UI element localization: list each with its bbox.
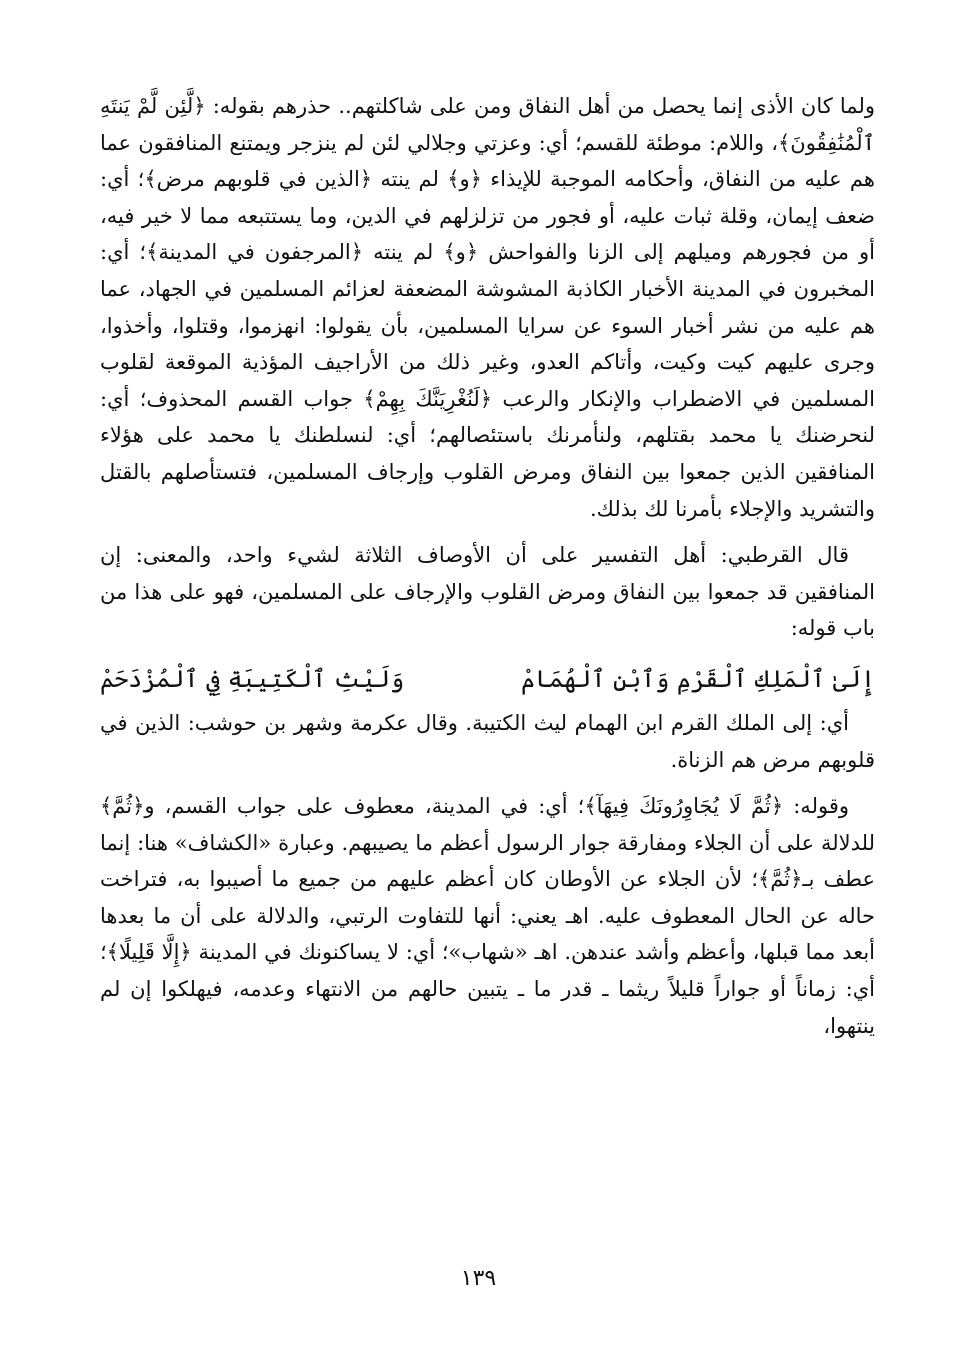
paragraph-1: ولما كان الأذى إنما يحصل من أهل النفاق ومن على شاكلتهم.. حذرهم بقوله: ﴿لَّئِن لَّمْ يَنتَهِ ٱلْمُنَٰفِقُونَ﴾، واللام: موطئة للقسم؛ أي: وعزتي وجلالي لئن لم ينزجر ويمتنع المنافقون عما هم عليه من النفاق، وأحكامه الموجبة للإيذاء ﴿و﴾ لم ينته ﴿الذين في قلوبهم مرض﴾؛ أي: ضعف إيمان، وقلة ثبات عليه، أو فجور من تزلزلهم في الدين، وما يستتبعه مما لا خير فيه، أو من فجورهم وميلهم إلى الزنا والفواحش ﴿و﴾ لم ينته ﴿المرجفون في المدينة﴾؛ أي: المخبرون في المدينة الأخبار الكاذبة المشوشة المضعفة لعزائم المسلمين في الجهاد، عما هم عليه من نشر أخبار السوء عن سرايا المسلمين، بأن يقولوا: انهزموا، وقتلوا، وأخذوا، وجرى عليهم كيت وكيت، وأتاكم العدو، وغير ذلك من الأراجيف المؤذية الموقعة لقلوب المسلمين في الاضطراب والإنكار والرعب ﴿لَنُغْرِيَنَّكَ بِهِمْ﴾ جواب القسم المحذوف؛ أي: لنحرضنك يا محمد بقتلهم، ولنأمرنك باستئصالهم؛ أي: لنسلطنك يا محمد على هؤلاء المنافقين الذين جمعوا بين النفاق ومرض القلوب وإرجاف المسلمين، فتستأصلهم بالقتل والتشريد والإجلاء بأمرنا لك بذلك. [100,94,875,521]
page-body [100,88,875,1044]
verse-first-hemistich: إِلَىٰ ٱلْمَلِكِ ٱلْقَرْمِ وَٱبْنِ ٱلْهُمَامْ [521,664,875,693]
poetry-verse [100,659,875,699]
page-number: ١٣٩ [460,1266,497,1291]
paragraph-4: وقوله: ﴿ثُمَّ لَا يُجَاوِرُونَكَ فِيهَآ﴾؛ أي: في المدينة، معطوف على جواب القسم، و﴿ثُمَّ﴾ للدلالة على أن الجلاء ومفارقة جوار الرسول أعظم ما يصيبهم. وعبارة «الكشاف» هنا: إنما عطف بـ﴿ثُمَّ﴾؛ لأن الجلاء عن الأوطان كان أعظم عليهم من جميع ما أصيبوا به، فتراخت حاله عن الحال المعطوف عليه. اهـ يعني: أنها للتفاوت الرتبي، والدلالة على أن ما بعدها أبعد مما قبلها، وأعظم وأشد عندهن. اهـ «شهاب»؛ أي: لا يساكنونك في المدينة ﴿إِلَّا قَلِيلًا﴾؛ أي: زماناً أو جواراً قليلاً ريثما ـ قدر ما ـ يتبين حالهم من الانتهاء وعدمه، فيهلكوا إن لم ينتهوا، [100,794,875,1038]
paragraph-3: أي: إلى الملك القرم ابن الهمام ليث الكتيبة. وقال عكرمة وشهر بن حوشب: الذين في قلوبهم مرض هم الزناة. [100,710,875,772]
paragraph-2: قال القرطبي: أهل التفسير على أن الأوصاف الثلاثة لشيء واحد، والمعنى: إن المنافقين قد جمعوا بين النفاق ومرض القلوب والإرجاف على المسلمين، فهو على هذا من باب قوله: [100,543,875,641]
verse-second-hemistich: وَلَيْثِ ٱلْكَتِيبَةِ فِي ٱلْمُزْدَحَمْ [100,664,405,693]
